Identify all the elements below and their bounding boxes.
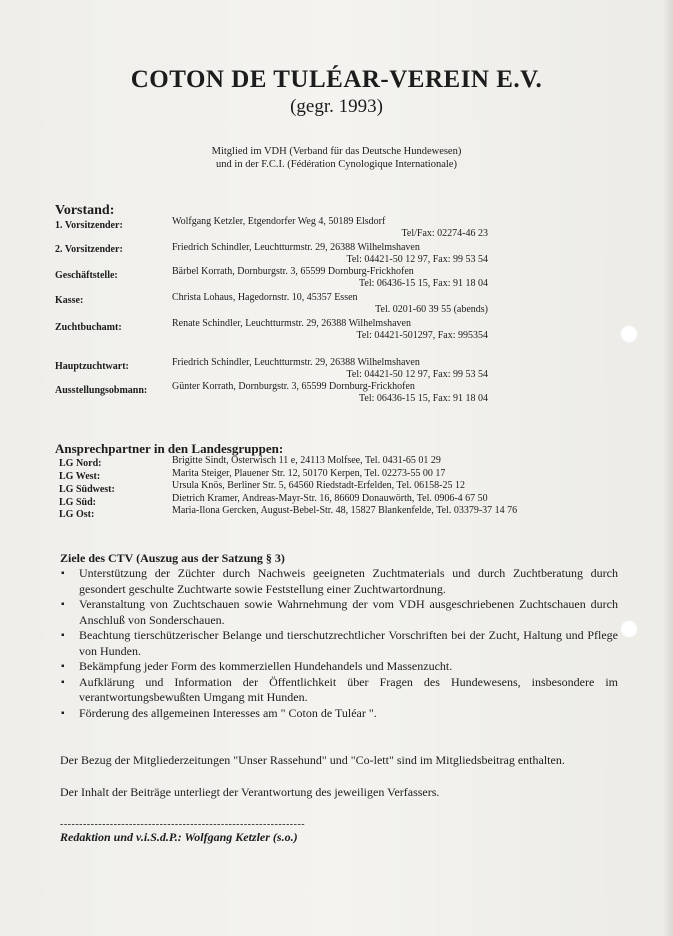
group-label: LG Ost:: [59, 509, 95, 520]
membership-line-1: Mitglied im VDH (Verband für das Deutsche Hundewesen): [211, 146, 462, 157]
board-address: Günter Korrath, Dornburgstr. 3, 65599 Dornburg-Frickhofen: [172, 381, 415, 392]
goals-list: [60, 566, 618, 721]
board-contact: Tel. 0201-60 39 55 (abends): [375, 304, 488, 315]
group-label: LG Südwest:: [59, 484, 115, 495]
punch-hole: [620, 620, 638, 638]
group-label: LG West:: [59, 471, 101, 482]
punch-hole: [620, 325, 638, 343]
board-heading: Vorstand:: [55, 203, 115, 218]
board-role: 1. Vorsitzender:: [55, 220, 123, 231]
membership-note: [0, 145, 673, 171]
goals-heading: Ziele des CTV (Auszug aus der Satzung § 3): [60, 551, 285, 565]
board-address: Friedrich Schindler, Leuchtturmstr. 29, 26388 Wilhelmshaven: [172, 242, 420, 253]
goal-item: ▪ Bekämpfung jeder Form des kommerziellen Hundehandels und Massenzucht.: [60, 659, 618, 675]
club-title: COTON DE TULÉAR-VEREIN E.V.: [130, 66, 543, 93]
responsibility-note: Der Inhalt der Beiträge unterliegt der Verantwortung des jeweiligen Verfassers.: [60, 785, 440, 799]
regional-heading: Ansprechpartner in den Landesgruppen:: [55, 441, 284, 456]
group-contact: Marita Steiger, Plauener Str. 12, 50170 Kerpen, Tel. 02273-55 00 17: [172, 468, 446, 479]
membership-line-2: und in der F.C.I. (Fédération Cynologique Internationale): [216, 159, 457, 170]
page-edge-shadow: [663, 0, 673, 936]
goal-item: ▪ Förderung des allgemeinen Interesses am " Coton de Tuléar ".: [60, 706, 618, 722]
board-contact: Tel/Fax: 02274-46 23: [401, 228, 488, 239]
founded-year: (gegr. 1993): [290, 96, 383, 117]
board-role: Geschäftstelle:: [55, 270, 118, 281]
group-contact: Brigitte Sindt, Osterwisch 11 e, 24113 Molfsee, Tel. 0431-65 01 29: [172, 455, 441, 466]
goal-item: ▪ Veranstaltung von Zuchtschauen sowie Wahrnehmung der vom VDH ausgeschriebenen Zuchtschauen durch Anschluß von Sonderschauen.: [60, 597, 618, 628]
group-label: LG Süd:: [59, 497, 96, 508]
board-contact: Tel: 04421-501297, Fax: 995354: [356, 330, 488, 341]
board-address: Wolfgang Ketzler, Etgendorfer Weg 4, 50189 Elsdorf: [172, 216, 386, 227]
group-contact: Dietrich Kramer, Andreas-Mayr-Str. 16, 86609 Donauwörth, Tel. 0906-4 67 50: [172, 493, 488, 504]
newsletter-note: Der Bezug der Mitgliederzeitungen "Unser Rassehund" und "Co-lett" sind im Mitgliedsbeitrag enthalten.: [60, 753, 565, 767]
separator-line: ----------------------------------------------------------------: [60, 819, 306, 830]
goal-item: ▪ Aufklärung und Information der Öffentlichkeit über Fragen des Hundewesens, insbesondere im verantwortungsbewußten Umgang mit Hunden.: [60, 675, 618, 706]
board-address: Bärbel Korrath, Dornburgstr. 3, 65599 Dornburg-Frickhofen: [172, 266, 414, 277]
group-label: LG Nord:: [59, 458, 102, 469]
board-contact: Tel: 04421-50 12 97, Fax: 99 53 54: [346, 369, 488, 380]
board-role: Hauptzuchtwart:: [55, 361, 129, 372]
board-role: Ausstellungsobmann:: [55, 385, 148, 396]
board-contact: Tel: 04421-50 12 97, Fax: 99 53 54: [346, 254, 488, 265]
editor-credit: Redaktion und v.i.S.d.P.: Wolfgang Ketzler (s.o.): [60, 830, 298, 844]
board-role: 2. Vorsitzender:: [55, 244, 123, 255]
group-contact: Ursula Knös, Berliner Str. 5, 64560 Riedstadt-Erfelden, Tel. 06158-25 12: [172, 480, 465, 491]
group-contact: Maria-Ilona Gercken, August-Bebel-Str. 48, 15827 Blankenfelde, Tel. 03379-37 14 76: [172, 505, 518, 516]
board-role: Zuchtbuchamt:: [55, 322, 122, 333]
goal-item: ▪ Beachtung tierschützerischer Belange und tierschutzrechtlicher Vorschriften bei der Zucht, Haltung und Pflege von Hunden.: [60, 628, 618, 659]
board-address: Christa Lohaus, Hagedornstr. 10, 45357 Essen: [172, 292, 358, 303]
board-contact: Tel: 06436-15 15, Fax: 91 18 04: [358, 278, 488, 289]
board-contact: Tel: 06436-15 15, Fax: 91 18 04: [358, 393, 488, 404]
board-role: Kasse:: [55, 295, 84, 306]
goal-item: ▪ Unterstützung der Züchter durch Nachweis geeigneten Zuchtmaterials und durch Zuchtberatung durch gesondert geschulte Zuchtwarte sowie Feststellung einer Zuchtwartordnung.: [60, 566, 618, 597]
board-address: Friedrich Schindler, Leuchtturmstr. 29, 26388 Wilhelmshaven: [172, 357, 420, 368]
board-address: Renate Schindler, Leuchtturmstr. 29, 26388 Wilhelmshaven: [172, 318, 411, 329]
